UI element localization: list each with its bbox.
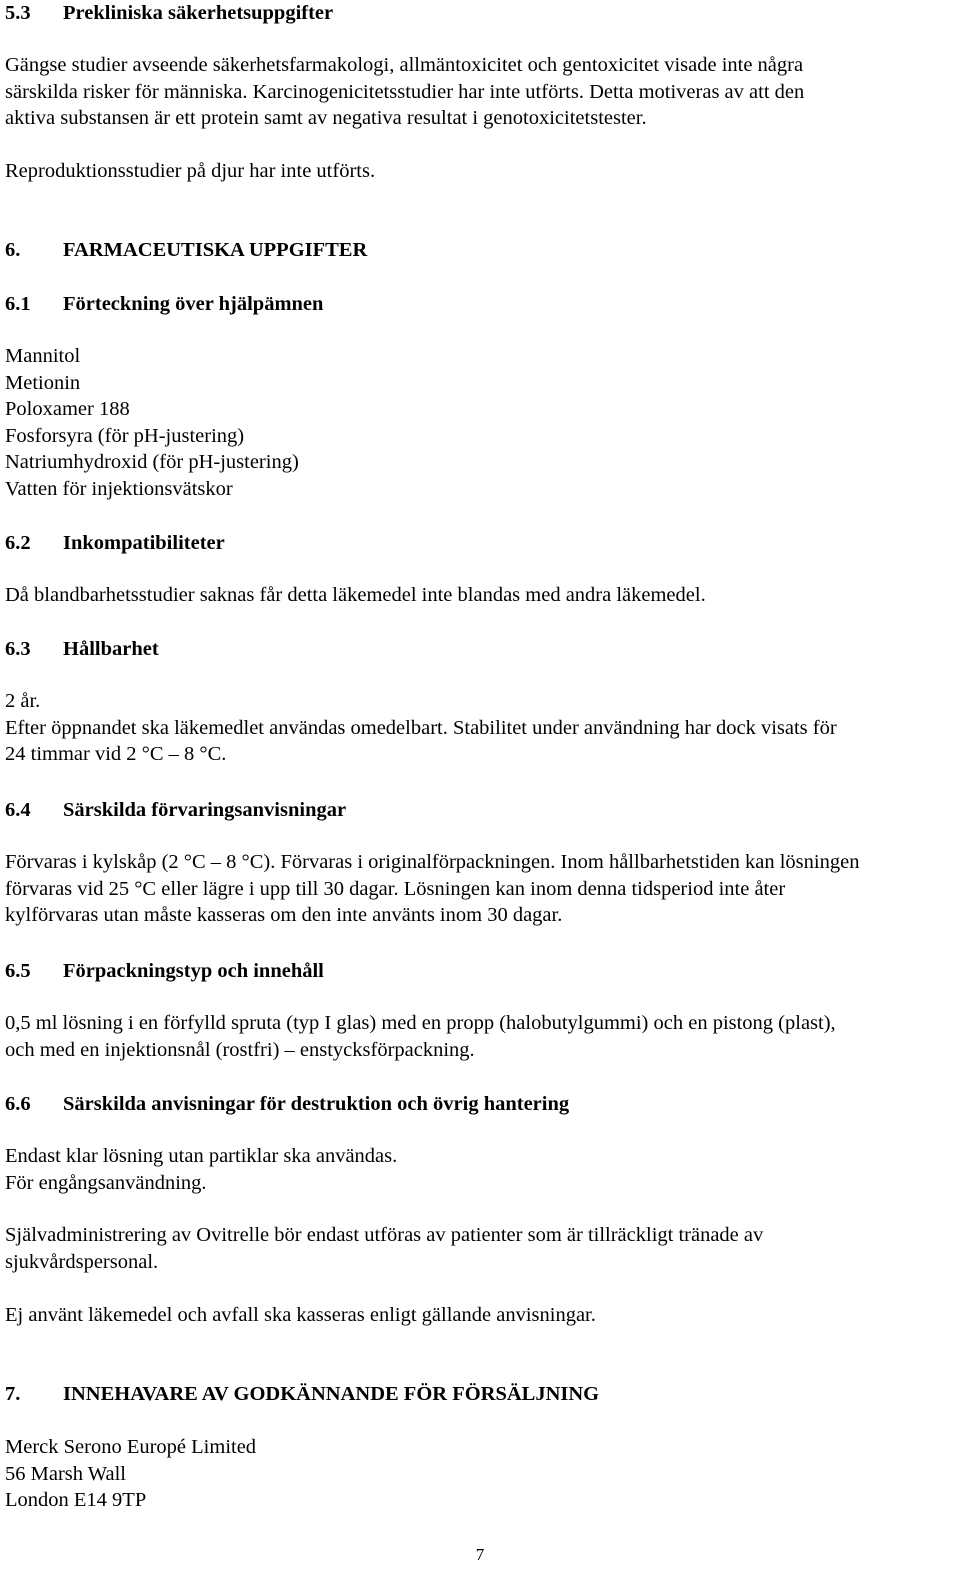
heading-6-4 — [5, 797, 952, 824]
paragraph-storage — [5, 849, 952, 929]
section-number: 7. — [5, 1383, 21, 1405]
section-title: Särskilda anvisningar för destruktion och övrig hantering — [63, 1093, 570, 1115]
section-number: 6.1 — [5, 293, 31, 315]
text-line: 24 timmar vid 2 °C – 8 °C. — [5, 743, 227, 765]
list-item: Vatten för injektionsvätskor — [5, 477, 233, 500]
paragraph-self-administration — [5, 1222, 952, 1275]
section-title: INNEHAVARE AV GODKÄNNANDE FÖR FÖRSÄLJNING — [63, 1383, 600, 1405]
section-number: 5.3 — [5, 2, 31, 24]
text-line: förvaras vid 25 °C eller lägre i upp till 30 dagar. Lösningen kan inom denna tidsperiod inte åter — [5, 877, 786, 900]
text-line: särskilda risker för människa. Karcinogenicitetsstudier har inte utförts. Detta motiveras av att den — [5, 80, 805, 103]
list-item: Fosforsyra (för pH-justering) — [5, 424, 245, 447]
paragraph-package — [5, 1010, 952, 1063]
section-number: 6.2 — [5, 532, 31, 554]
heading-6-5 — [5, 958, 952, 985]
section-title: Inkompatibiliteter — [63, 532, 225, 554]
section-title: Prekliniska säkerhetsuppgifter — [63, 2, 334, 24]
paragraph-preclinical — [5, 52, 952, 132]
heading-6-6 — [5, 1091, 952, 1118]
section-title: Särskilda förvaringsanvisningar — [63, 799, 347, 821]
text-line: Reproduktionsstudier på djur har inte utförts. — [5, 160, 376, 182]
text-line: Då blandbarhetsstudier saknas får detta läkemedel inte blandas med andra läkemedel. — [5, 584, 706, 606]
list-item: Mannitol — [5, 345, 81, 367]
text-line: kylförvaras utan måste kasseras om den inte använts inom 30 dagar. — [5, 904, 563, 926]
paragraph-disposal — [5, 1302, 952, 1329]
section-number: 6. — [5, 239, 21, 261]
section-number: 6.3 — [5, 638, 31, 660]
text-line: För engångsanvändning. — [5, 1171, 207, 1194]
text-line: sjukvårdspersonal. — [5, 1250, 159, 1273]
heading-7 — [5, 1381, 952, 1408]
page-number: 7 — [475, 1545, 485, 1564]
text-line: Gängse studier avseende säkerhetsfarmakologi, allmäntoxicitet och gentoxicitet visade inte några — [5, 54, 804, 76]
text-line: aktiva substansen är ett protein samt av negativa resultat i genotoxicitetstester. — [5, 107, 647, 129]
text-line: 0,5 ml lösning i en förfylld spruta (typ I glas) med en propp (halobutylgummi) och en pistong (plast), — [5, 1012, 836, 1034]
excipient-list — [5, 343, 952, 502]
text-line: Ej använt läkemedel och avfall ska kasseras enligt gällande anvisningar. — [5, 1304, 596, 1326]
text-line: Endast klar lösning utan partiklar ska användas. — [5, 1145, 398, 1167]
heading-5-3 — [5, 0, 952, 27]
section-title: Förpackningstyp och innehåll — [63, 960, 324, 982]
heading-6 — [5, 237, 952, 264]
section-number: 6.6 — [5, 1093, 31, 1115]
address-line: 56 Marsh Wall — [5, 1462, 126, 1485]
section-title: Förteckning över hjälpämnen — [63, 293, 324, 315]
list-item: Poloxamer 188 — [5, 398, 130, 420]
section-number: 6.4 — [5, 799, 31, 821]
section-title: Hållbarhet — [63, 638, 159, 660]
text-line: 2 år. — [5, 690, 41, 712]
paragraph-shelf-life — [5, 688, 952, 768]
paragraph-handling — [5, 1143, 952, 1196]
section-title: FARMACEUTISKA UPPGIFTER — [63, 239, 368, 261]
paragraph-incompatibility — [5, 582, 952, 609]
text-line: Förvaras i kylskåp (2 °C – 8 °C). Förvaras i originalförpackningen. Inom hållbarhetstiden kan lösningen — [5, 851, 860, 873]
paragraph-reproduction — [5, 158, 952, 185]
text-line: Självadministrering av Ovitrelle bör endast utföras av patienter som är tillräckligt tränade av — [5, 1224, 764, 1246]
heading-6-1 — [5, 291, 952, 318]
list-item: Metionin — [5, 371, 81, 394]
section-number: 6.5 — [5, 960, 31, 982]
address-line: Merck Serono Europé Limited — [5, 1436, 257, 1458]
address-line: London E14 9TP — [5, 1489, 147, 1511]
text-line: och med en injektionsnål (rostfri) – enstycksförpackning. — [5, 1038, 475, 1061]
list-item: Natriumhydroxid (för pH-justering) — [5, 451, 299, 473]
text-line: Efter öppnandet ska läkemedlet användas omedelbart. Stabilitet under användning har dock visats för — [5, 716, 837, 739]
holder-address — [5, 1434, 952, 1514]
heading-6-2 — [5, 530, 952, 557]
heading-6-3 — [5, 636, 952, 663]
